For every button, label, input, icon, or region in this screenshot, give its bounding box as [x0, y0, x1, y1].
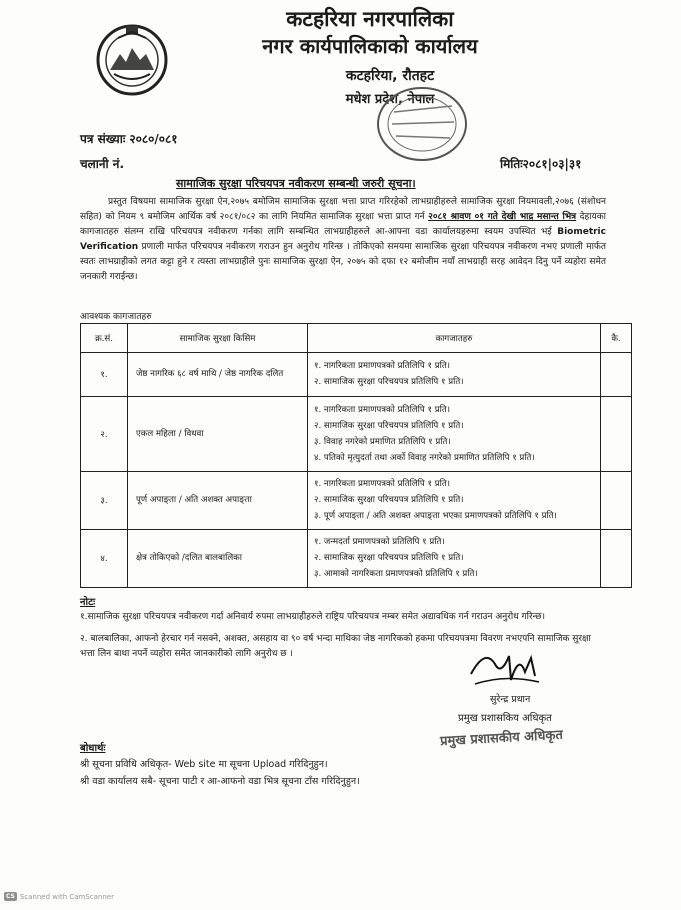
signer-name: सुरेन्द्र प्रधान	[490, 694, 531, 705]
row-serial: ४.	[81, 529, 128, 587]
letterhead	[180, 6, 560, 107]
documents-table	[80, 323, 632, 588]
scanner-text: Scanned with CamScanner	[19, 892, 114, 901]
notice-body	[80, 195, 606, 285]
note-2: २. बालबालिका, आफनो हेरचार गर्न नसक्ने, अशक्त, असहाय वा ९० वर्ष भन्दा माथिका जेष्ठ नागरिकको हकमा परिचयपत्रमा विवरण नभएपनि सामाजिक सुरक्षा भत्ता लिन बाधा नपर्ने व्यहोरा समेत जानकारीको लागि अनुरोध छ ।	[80, 634, 591, 659]
document-item: १. जन्मदर्ता प्रमाणपत्रको प्रतिलिपि १ प्रति।	[314, 537, 445, 548]
table-row	[81, 396, 632, 471]
row-type: पूर्ण अपाङ्ता / अति अशक्त अपाङ्ता	[128, 471, 308, 529]
cc-line-1: श्री सूचना प्रविधि अधिकृत- Web site मा सूचना Upload गरिदिनुहुन।	[80, 759, 328, 770]
notes-heading: नोटः	[80, 597, 96, 608]
row-documents	[308, 396, 601, 471]
row-serial: २.	[81, 396, 128, 471]
document-item: २. सामाजिक सुरक्षा परिचयपत्र प्रतिलिपि १ प्रति।	[314, 553, 464, 564]
signature-icon	[465, 644, 545, 690]
header-type: सामाजिक सुरक्षा किसिम	[128, 324, 308, 353]
header-documents: कागजातहरु	[308, 324, 601, 353]
document-item: ३. आमाको नागरिकता प्रमाणपत्रको प्रतिलिपि १ प्रति।	[314, 569, 478, 580]
row-serial: १.	[81, 353, 128, 397]
table-row	[81, 471, 632, 529]
government-emblem-icon	[92, 18, 172, 98]
table-row	[81, 353, 632, 397]
document-item: ३. विवाह नगरेको प्रमाणित प्रतिलिपि १ प्रति।	[314, 436, 451, 447]
document-item: २. सामाजिक सुरक्षा परिचयपत्र प्रतिलिपि १ प्रति।	[314, 495, 464, 506]
letter-number: पत्र संख्याः २०८०/०८१	[80, 132, 178, 146]
document-item: २. सामाजिक सुरक्षा परिचयपत्र प्रतिलिपि १ प्रति।	[314, 377, 464, 388]
notice-subject: सामाजिक सुरक्षा परिचयपत्र नवीकरण सम्बन्धी जरुरी सूचना।	[176, 177, 416, 190]
required-documents-label: आवश्यक कागजातहरु	[80, 312, 152, 322]
body-part-2: देहायका कागजातहरु संलग्न राखि परिचयपत्र नवीकरण गर्नका लागि सम्बन्धित लाभग्राहीहरुले आ-आफ्ना वडा कार्यालयहरुमा स्वयम उपस्थित भई	[80, 212, 606, 237]
body-part-3: प्रणाली मार्फत परिचयपत्र नवीकरण गराउन हुन अनुरोध गरिन्छ । तोकिएको समयमा सामाजिक सुरक्षा परिचयपत्र नवीकरण नभए प्रणाली मार्फत स्वतः लाभग्राहीको लगत कट्टा हुने र त्यस्ता लाभग्राहीले पुनः सामाजिक सुरक्षा ऐन, २०७५ को दफा १२ बमोजीम नयाँ लाभग्राही सरह आवेदन दिनु पर्ने व्यहोरा समेत जनकारी गराईन्छ।	[80, 242, 606, 282]
document-item: १. नागरिकता प्रमाणपत्रको प्रतिलिपि १ प्रति।	[314, 404, 450, 415]
document-item: ३. पूर्ण अपाङ्ता / अति अशक्त अपाङ्ता भएका प्रमाणपत्रको प्रतिलिपि १ प्रति।	[314, 511, 557, 522]
table-header-row	[81, 324, 632, 353]
note-1: १.सामाजिक सुरक्षा परिचयपत्र नवीकरण गर्दा अनिवार्य रुपमा लाभग्राहीहरुले राष्ट्रिय परिचयपत्र नम्बर समेत अद्यावधिक गर्न गराउन अनुरोध गरिन्छ।	[80, 612, 545, 622]
body-part-1: प्रस्तुत विषयमा सामाजिक सुरक्षा ऐन,२०७५ बमोजिम सामाजिक सुरक्षा भत्ता प्राप्त गरिरहेको लाभग्राहीहरुले सामाजिक सुरक्षा नियमावली,२०७६ (संशोधन सहित) को नियम ९ बमोजिम आर्थिक वर्ष २०८१/०८२ का लागि नियमित सामाजिक सुरक्षा भत्ता प्राप्त गर्न	[80, 197, 606, 222]
row-serial: ३.	[81, 471, 128, 529]
camscanner-icon: CS	[6, 893, 15, 900]
scanner-watermark	[4, 892, 114, 901]
row-type: एकल महिला / विधवा	[128, 396, 308, 471]
row-documents	[308, 471, 601, 529]
office-location: कटहरिया, रौतहट	[345, 68, 435, 84]
office-stamp-icon	[372, 82, 470, 164]
designation-stamp: प्रमुख प्रशासकीय अधिकृत	[439, 727, 564, 750]
notice-date: मितिः२०८१|०३|३१	[500, 157, 582, 171]
row-type: जेष्ठ नागरिक ६८ वर्ष माथि / जेष्ठ नागरिक दलित	[128, 353, 308, 397]
header-serial: क्र.सं.	[81, 324, 128, 353]
body-deadline: २०८१ श्रावण ०१ गते देखी भाद्र मसान्त भित्र	[428, 212, 577, 222]
row-documents	[308, 353, 601, 397]
row-remarks	[601, 529, 632, 587]
body-biometric: Biometric Verification	[80, 227, 606, 252]
header-remarks: कै.	[601, 324, 632, 353]
table-row	[81, 529, 632, 587]
document-item: ४. पतिको मृत्युदर्ता तथा अर्को विवाह नगरेको प्रमाणित प्रतिलिपि १ प्रति।	[314, 452, 535, 463]
office-name: नगर कार्यपालिकाको कार्यालय	[262, 34, 478, 58]
row-remarks	[601, 471, 632, 529]
dispatch-number: चलानी नं.	[80, 157, 125, 171]
municipality-name: कटहरिया नगरपालिका	[286, 7, 454, 31]
row-remarks	[601, 396, 632, 471]
cc-heading: बोधार्थः	[80, 743, 106, 754]
signer-title: प्रमुख प्रशासकिय अधिकृत	[458, 713, 552, 724]
cc-line-2: श्री वडा कार्यालय सबै- सूचना पाटी र आ-आफनो वडा भित्र सूचना टाँस गरिदिनुहुन।	[80, 776, 360, 787]
province-name: मधेश प्रदेश, नेपाल	[345, 92, 435, 107]
row-remarks	[601, 353, 632, 397]
row-documents	[308, 529, 601, 587]
row-type: क्षेत्र तोकिएको /दलित बालबालिका	[128, 529, 308, 587]
document-item: १. नागरिकता प्रमाणपत्रको प्रतिलिपि १ प्रति।	[314, 479, 450, 490]
document-item: १. नागरिकता प्रमाणपत्रको प्रतिलिपि १ प्रति।	[314, 361, 450, 372]
document-item: २. सामाजिक सुरक्षा परिचयपत्र प्रतिलिपि १ प्रति।	[314, 420, 464, 431]
